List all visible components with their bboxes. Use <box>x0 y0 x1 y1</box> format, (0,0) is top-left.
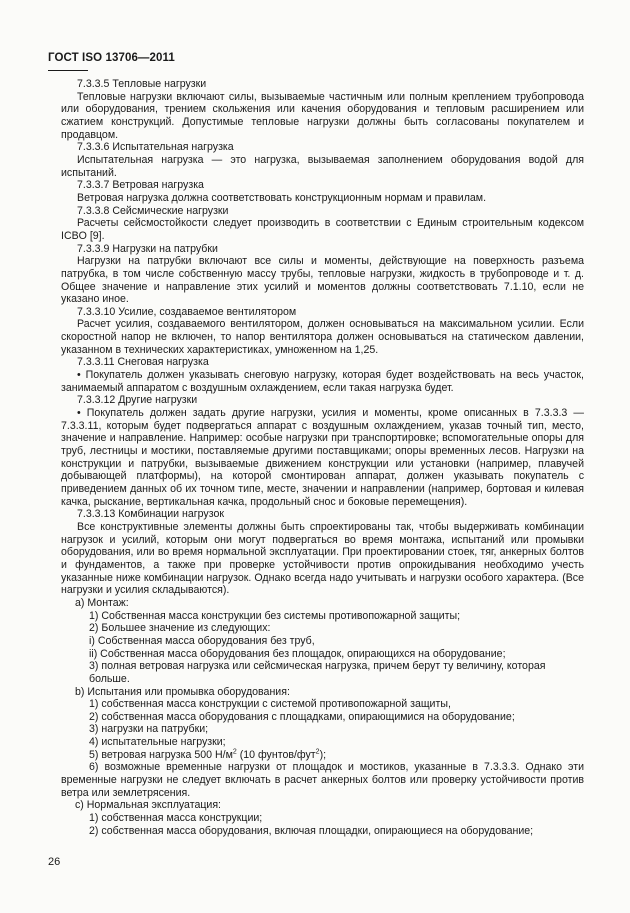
paragraph: Все конструктивные элементы должны быть спроектированы так, чтобы выдерживать комбинации нагрузок и усилий, которым они могут подвергаться во время монтажа, испытаний или промывки оборудования, или во время нормальной эксплуатации. При проектировании стоек, тяг, анкерных болтов и фундаментов, а также при проверке устойчивости против опрокидывания необходимо учесть указанные ниже комбинации нагрузок. Однако всегда надо учитывать и нагрузки особого характера. (Все нагрузки и усилия складываются). <box>61 520 584 597</box>
section-heading-7-3-3-12: 7.3.3.12 Другие нагрузки <box>77 394 198 407</box>
section-heading-7-3-3-6: 7.3.3.6 Испытательная нагрузка <box>77 141 234 154</box>
section-heading-7-3-3-11: 7.3.3.11 Снеговая нагрузка <box>77 356 209 369</box>
paragraph: Расчеты сейсмостойкости следует производить в соответствии с Единым строительным кодексом ICBO [9]. <box>61 217 584 242</box>
list-item: 2) собственная масса оборудования с площадками, опирающимися на оборудование; <box>89 710 515 723</box>
superscript: 2 <box>315 748 320 756</box>
list-item-wind-load <box>61 749 584 762</box>
list-item: 1) собственная масса конструкции с системой противопожарной защиты, <box>89 698 451 711</box>
list-item: 2) Большее значение из следующих: <box>89 622 271 635</box>
document-header: ГОСТ ISO 13706—2011 <box>48 52 175 64</box>
list-item: 1) Собственная масса конструкции без системы противопожарной защиты; <box>89 609 461 622</box>
list-item: i) Собственная масса оборудования без труб, <box>89 634 315 647</box>
list-item: 2) собственная масса оборудования, включая площадки, опирающиеся на оборудование; <box>89 824 534 837</box>
section-heading-7-3-3-13: 7.3.3.13 Комбинации нагрузок <box>77 508 224 521</box>
list-item: 1) собственная масса конструкции; <box>89 812 263 825</box>
list-item: ii) Собственная масса оборудования без площадок, опирающихся на оборудование; <box>89 647 506 660</box>
wind-load-text: 5) ветровая нагрузка 500 Н/м <box>89 748 233 761</box>
paragraph: Тепловые нагрузки включают силы, вызываемые частичным или полным креплением трубопровода или оборудования, трением скольжения или качения оборудования и тепловым расширением или сжатием конструкций. Допустимые тепловые нагрузки должны быть согласованы покупателем и продавцом. <box>61 90 584 141</box>
list-item: 3) нагрузки на патрубки; <box>89 723 209 736</box>
list-a-label: a) Монтаж: <box>75 596 129 609</box>
paragraph: Испытательная нагрузка — это нагрузка, вызываемая заполнением оборудования водой для испытаний. <box>61 153 584 179</box>
superscript: 2 <box>232 748 237 756</box>
list-item: 6) возможные временные нагрузки от площадок и мостиков, указанные в 7.3.3.3. Однако эти временные нагрузки не следует включать в расчет анкерных болтов или проверку устойчивости против ветра или землетрясения. <box>61 761 584 799</box>
wind-load-text: (10 фунтов/фут <box>236 748 316 761</box>
section-heading-7-3-3-9: 7.3.3.9 Нагрузки на патрубки <box>77 242 218 255</box>
list-item: 3) полная ветровая нагрузка или сейсмическая нагрузка, причем берут ту величину, которая больше. <box>89 660 546 685</box>
section-heading-7-3-3-10: 7.3.3.10 Усилие, создаваемое вентилятором <box>77 305 297 318</box>
paragraph: Расчет усилия, создаваемого вентилятором, должен основываться на максимальном усилии. Если скоростной напор не включен, то напор вентилятора должен основываться на статическом давлении, указанном в технических характеристиках, умноженном на 1,25. <box>61 318 584 356</box>
paragraph: Ветровая нагрузка должна соответствовать конструкционным нормам и правилам. <box>77 191 487 204</box>
section-heading-7-3-3-8: 7.3.3.8 Сейсмические нагрузки <box>77 204 229 217</box>
list-b-label: b) Испытания или промывка оборудования: <box>75 685 290 698</box>
section-heading-7-3-3-7: 7.3.3.7 Ветровая нагрузка <box>77 179 204 192</box>
wind-load-text: ); <box>319 748 327 761</box>
paragraph: • Покупатель должен задать другие нагрузки, усилия и моменты, кроме описанных в 7.3.3.3 — 7.3.3.11, которым будет подвергаться аппарат с воздушным охлаждением, указав точный тип, место, значение и направление. Например: особые нагрузки при транспортировке; вспомогательные опоры для труб, лестницы и мостики, поставляемые другими поставщиками; опоры временных лесов. Нагрузки на конструкции и патрубки, вызываемые движением конструкции или установки (например, плавучей добывающей платформы), на которой смонтирован аппарат, должен указывать покупатель с приведением данных об их точном типе, месте, значении и направлении (например, бортовая и килевая качка, рыскание, вертикальная качка, продольный снос и боковые перемещения). <box>61 407 584 508</box>
document-body <box>61 78 584 837</box>
section-heading-7-3-3-5: 7.3.3.5 Тепловые нагрузки <box>77 78 207 90</box>
paragraph: • Покупатель должен указывать снеговую нагрузку, которая будет воздействовать на весь участок, занимаемый аппаратом с воздушным охлаждением, если такая нагрузка будет. <box>61 369 584 394</box>
header-rule <box>48 70 88 71</box>
page-number: 26 <box>48 856 61 868</box>
paragraph: Нагрузки на патрубки включают все силы и моменты, действующие на поверхность разъема патрубка, в том числе собственную массу трубы, тепловые нагрузки, жидкость в трубопроводе и т. д. Общее значение и направление этих усилий и моментов должны соответствовать 7.1.10, если не указано иное. <box>61 255 584 306</box>
list-item: 4) испытательные нагрузки; <box>89 736 226 749</box>
list-c-label: c) Нормальная эксплуатация: <box>75 799 222 812</box>
